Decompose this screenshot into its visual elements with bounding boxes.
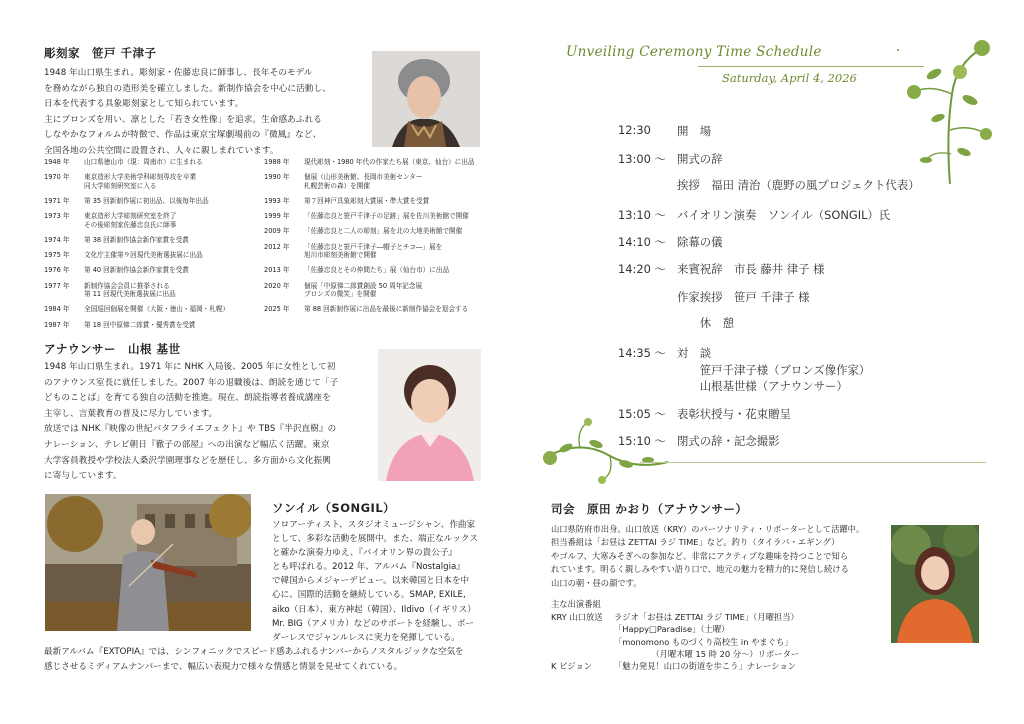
timeline-row [264, 227, 484, 236]
bio-line: として、多彩な活動を展開中。また、端正なルックス [272, 534, 478, 545]
timeline-row [44, 266, 264, 275]
timeline-text: 東京造形大学美術学科彫刻専攻を卒業 [84, 173, 197, 182]
mc-heading: 司会 原田 かおり（アナウンサー） [551, 502, 748, 516]
timeline-text: 個展（山形美術館、長岡市美術センター [304, 173, 423, 182]
timeline-row [44, 236, 264, 245]
sculptor-timeline-left [44, 158, 264, 328]
timeline-year: 1975 年 [44, 251, 70, 260]
timeline-text: ブロンズの微笑」を開催 [304, 290, 377, 299]
bio-line: 1948 年山口県生まれ。彫刻家・佐藤忠良に師事し、長年そのモデル [44, 68, 313, 78]
bio-line: ダーレスでジャンルレスに実力を発揮している。 [272, 632, 460, 643]
schedule-date: Saturday, April 4, 2026 [722, 71, 857, 85]
timeline-row [264, 243, 484, 260]
timeline-text: 「佐藤忠良と笹戸千津子―帽子とチコ―」展を [304, 242, 443, 251]
timeline-row [44, 173, 264, 190]
timeline-year: 1984 年 [44, 305, 70, 314]
timeline-text: 「佐藤忠良と笹戸千津子の足跡」展を佐川美術館で開催 [304, 212, 469, 221]
bio-line: を務めながら独自の造形美を確立しました。新制作協会を中心に活動し、 [44, 83, 331, 94]
timeline-row [264, 158, 484, 167]
schedule-event: 表彰状授与・花束贈呈 [677, 407, 791, 421]
schedule-event: 来賓祝辞 市長 藤井 律子 様 [677, 262, 825, 276]
schedule-event: 作家挨拶 笹戸 千津子 様 [677, 290, 810, 304]
bio-line: やゴルフ、大寒みそぎへの参加など、非常にアクティブな趣味を持つことで知ら [551, 550, 849, 561]
timeline-row [264, 282, 484, 299]
timeline-year: 1999 年 [264, 212, 290, 221]
timeline-row [264, 173, 484, 190]
bio-line: しなやかなフォルムが特徴で、作品は東京宝塚劇場前の『微風』など、 [44, 130, 322, 141]
timeline-year: 1948 年 [44, 158, 70, 166]
bio-line: のアナウンス室長に就任しました。2007 年の退職後は、朗読を通じて「子 [44, 377, 339, 388]
timeline-year: 2025 年 [264, 305, 290, 314]
sculptor-photo [372, 51, 480, 147]
timeline-text: 全国巡回個展を開催（大阪・徳山・福岡・札幌） [84, 305, 230, 314]
timeline-row [44, 197, 264, 206]
bio-line: ソロアーティスト、スタジオミュージシャン、作曲家 [272, 520, 476, 530]
program-line: 「monomono ものづくり高校生 in やまぐち」 [614, 636, 793, 647]
timeline-row [44, 305, 264, 314]
violinist-bio [272, 518, 502, 645]
sculptor-heading: 彫刻家 笹戸 千津子 [44, 46, 157, 60]
violinist-heading: ソンイル（SONGIL） [272, 501, 396, 515]
mc-bio [551, 523, 886, 590]
schedule-time: 15:10 ～ [618, 434, 666, 448]
timeline-text: 「佐藤忠良とその仲間たち」展（仙台市）に出品 [304, 266, 450, 275]
timeline-year: 1974 年 [44, 236, 70, 244]
schedule-event: 休 憩 [677, 316, 734, 330]
timeline-row [264, 266, 484, 275]
timeline-text: 東京造形大学彫刻研究室を終了 [84, 212, 177, 221]
bio-line: 主にブロンズを用い、凛とした「若き女性像」を追求。生命感あふれる [44, 114, 322, 125]
timeline-text: 第 38 回新制作協会新作家賞を受賞 [84, 236, 189, 244]
bio-line: 主宰し、言葉教育の普及に尽力しています。 [44, 408, 218, 419]
announcer-heading: アナウンサー 山根 基世 [44, 342, 181, 356]
bottom-divider [640, 462, 986, 463]
vine-ornament-bottom [540, 418, 670, 484]
sculptor-timeline-right [264, 158, 504, 328]
bio-line: 1948 年山口県生まれ。1971 年に NHK 入局後、2005 年に女性として初 [44, 362, 336, 372]
schedule-time: 14:20 ～ [618, 262, 666, 276]
timeline-text: 第７回神戸具象彫刻大賞展・準大賞を受賞 [304, 197, 430, 205]
timeline-year: 2009 年 [264, 227, 290, 236]
bio-line: 日本を代表する具象彫刻家として知られています。 [44, 99, 244, 110]
sculptor-bio [44, 66, 364, 160]
program-station: K ビジョン [551, 661, 593, 672]
schedule-event: 開式の辞 [677, 152, 723, 166]
program-line: （月曜木曜 15 時 20 分～）リポーター [614, 648, 800, 659]
bio-line: どものことば」を育てる独自の活動を推進。現在、朗読指導者養成講座を [44, 393, 331, 404]
schedule-event: 対 談 [677, 346, 712, 360]
timeline-row [44, 158, 264, 167]
bio-line: 大学客員教授や学校法人桑沢学園理事などを歴任し、多方面から文化振興 [44, 455, 331, 466]
timeline-year: 1987 年 [44, 320, 70, 329]
timeline-year: 1993 年 [264, 197, 290, 205]
timeline-row [264, 197, 484, 206]
timeline-row [44, 212, 264, 229]
bio-line: とも呼ばれる。2012 年、アルバム『Nostalgia』 [272, 562, 465, 573]
bio-line: 放送では NHK『映像の世紀バタフライエフェクト』や TBS『半沢直樹』の [44, 424, 337, 435]
mc-photo [891, 525, 979, 643]
bio-line: 担当番組は「お昼は ZETTAI ラジ TIME」など。釣り（タイラバ・エギング） [551, 537, 840, 548]
violinist-photo [45, 494, 251, 631]
bio-line: に寄与しています。 [44, 471, 122, 482]
program-row [551, 660, 891, 672]
timeline-year: 1973 年 [44, 212, 70, 221]
timeline-text: 札幌芸術の森）を開催 [304, 181, 370, 190]
schedule-event: 挨拶 福田 清治（鹿野の風プロジェクト代表） [677, 178, 920, 192]
timeline-text: 同大学彫刻研究室に入る [84, 181, 157, 190]
bio-line: 山口の朝・昼の顔です。 [551, 577, 642, 588]
bio-line: 感じさせるミディアムナンバーまで、幅広い表現力で様々な情感と情景を見せてくれている。 [44, 661, 403, 672]
timeline-row [264, 212, 484, 221]
timeline-text: 文化庁主催第９回現代美術選抜展に出品 [84, 251, 203, 260]
timeline-text: 山口県徳山市（現：周南市）に生まれる [84, 158, 203, 166]
schedule-event: 笹戸千津子様（ブロンズ像作家） [677, 363, 871, 377]
bio-line: と確かな演奏力ゆえ、『バイオリン界の貴公子』 [272, 548, 458, 559]
timeline-text: 個展「中原悌二郎賞創設 50 周年記念展 [304, 281, 423, 290]
bio-line: aiko（日本）、東方神起（韓国）、Ildivo（イギリス） [272, 604, 476, 615]
timeline-text: 第 11 回現代美術選抜展に出品 [84, 290, 176, 299]
bio-line: れています。明るく親しみやすい語り口で、地元の魅力を精力的に発信し続ける [551, 564, 849, 575]
bio-line: で韓国からメジャーデビュー。以来韓国と日本を中 [272, 576, 470, 587]
program-row [551, 611, 891, 660]
program-line: 「魅力発見！山口の街道を歩こう」ナレーション [614, 661, 797, 672]
timeline-year: 1976 年 [44, 266, 70, 275]
schedule-event: 山根基世様（アナウンサー） [677, 379, 848, 393]
timeline-text: 旭川市彫刻美術館で開催 [304, 251, 377, 260]
bio-line: 最新アルバム『EXTOPIA』では、シンフォニックでスピード感あふれるナンバーからノスタルジックな空気を [44, 647, 464, 657]
programs-heading: 主な出演番組 [551, 599, 601, 609]
bio-line: 心に、国際的活動を継続している。SMAP, EXILE, [272, 590, 466, 601]
announcer-photo [378, 349, 481, 481]
timeline-row [44, 282, 264, 299]
timeline-year: 1971 年 [44, 197, 70, 205]
announcer-bio [44, 360, 359, 485]
program-line: ラジオ「お昼は ZETTAI ラジ TIME」（月曜担当） [614, 612, 799, 622]
bio-line: ナレーション、テレビ朝日『徹子の部屋』への出演など幅広く活躍。東京 [44, 439, 330, 450]
timeline-row [264, 305, 484, 314]
schedule-time: 14:10 ～ [618, 235, 666, 249]
timeline-year: 1977 年 [44, 281, 70, 290]
violinist-bio-tail [44, 645, 514, 675]
schedule-time: 13:10 ～ [618, 208, 666, 222]
schedule-time: 12:30 [618, 123, 651, 137]
schedule-title: Unveiling Ceremony Time Schedule [566, 44, 822, 60]
bio-line: 全国各地の公共空間に設置され、人々に親しまれています。 [44, 145, 279, 156]
schedule-time: 14:35 ～ [618, 346, 666, 360]
schedule-event: 閉式の辞・記念撮影 [677, 434, 780, 448]
schedule-event: 除幕の儀 [677, 235, 723, 249]
timeline-year: 1970 年 [44, 173, 70, 182]
programs-list [551, 611, 891, 672]
timeline-text: 第 40 回新制作協会新作家賞を受賞 [84, 266, 189, 275]
timeline-year: 2013 年 [264, 266, 290, 275]
bio-line: 山口県防府市出身。山口放送（KRY）のパーソナリティ・リポーターとして活躍中。 [551, 524, 865, 534]
timeline-row [44, 321, 264, 330]
program-station: KRY 山口放送 [551, 612, 603, 622]
timeline-text: 第 88 回新制作展に出品を最後に新制作協会を退会する [304, 305, 469, 314]
bio-line: Mr. BIG（アメリカ）などのサポートを経験し、ボー [272, 618, 474, 629]
schedule-time: 13:00 ～ [618, 152, 666, 166]
timeline-year: 2020 年 [264, 281, 290, 290]
timeline-text: 第 35 回新制作展に初出品、以後毎年出品 [84, 197, 209, 205]
timeline-text: 第 18 回中原悌二郎賞・優秀賞を受賞 [84, 320, 196, 329]
timeline-year: 1988 年 [264, 158, 290, 166]
schedule-list [618, 96, 958, 448]
timeline-text: 新制作協会会員に推挙される [84, 281, 170, 290]
timeline-text: その後彫刻家佐藤忠良氏に師事 [84, 220, 177, 229]
timeline-text: 「佐藤忠良と二人の彫刻」展を北の大地美術館で開催 [304, 227, 463, 236]
timeline-row [44, 251, 264, 260]
schedule-event: バイオリン演奏 ソンイル（SONGIL）氏 [677, 208, 891, 222]
timeline-year: 2012 年 [264, 242, 290, 251]
schedule-event: 開 場 [677, 124, 712, 138]
timeline-year: 1990 年 [264, 173, 290, 182]
schedule-time: 15:05 ～ [618, 407, 666, 421]
program-line: 「Happy□Paradise」（土曜） [614, 624, 730, 635]
timeline-text: 現代彫刻・1980 年代の作家たち展（東京、仙台）に出品 [304, 158, 475, 166]
